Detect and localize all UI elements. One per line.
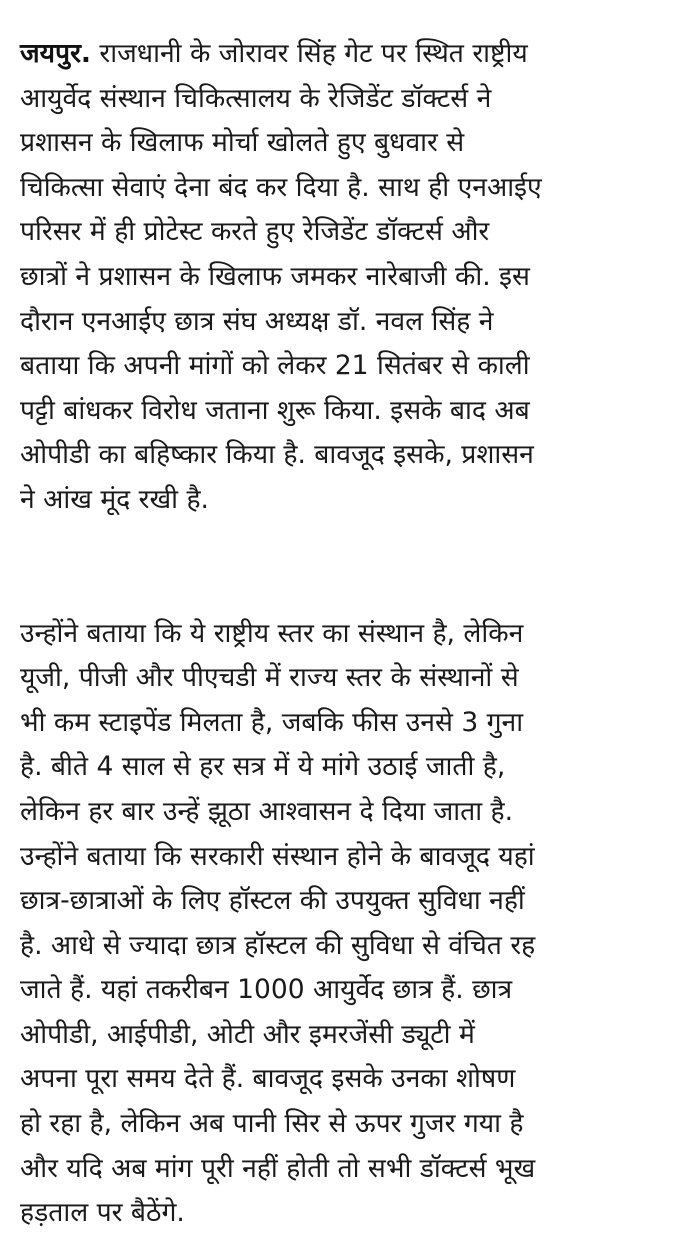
text-line: आयुर्वेद संस्थान चिकित्सालय के रेजिडेंट डॉक्टर्स ने xyxy=(20,82,492,114)
text-line: अपना पूरा समय देते हैं. बावजूद इसके उनका शोषण xyxy=(20,1063,516,1095)
text-line: ओपीडी का बहिष्कार किया है. बावजूद इसके, प्रशासन xyxy=(20,439,534,471)
dateline: जयपुर. xyxy=(20,38,91,69)
text-line: लेकिन हर बार उन्हें झूठा आश्वासन दे दिया जाता है. xyxy=(20,795,514,827)
article-paragraph-2 xyxy=(20,612,675,1236)
text-line: हड़ताल पर बैठेंगे. xyxy=(20,1197,185,1229)
text-line: है. आधे से ज्यादा छात्र हॉस्टल की सुविधा से वंचित रह xyxy=(20,929,536,961)
text-line: परिसर में ही प्रोटेस्ट करते हुए रेजिडेंट डॉक्टर्स और xyxy=(20,216,490,248)
text-line: हो रहा है, लेकिन अब पानी सिर से ऊपर गुजर गया है xyxy=(20,1108,524,1140)
text-line: प्रशासन के खिलाफ मोर्चा खोलते हुए बुधवार से xyxy=(20,127,465,159)
article-paragraph-1 xyxy=(20,32,675,523)
text-line: बताया कि अपनी मांगों को लेकर 21 सितंबर से काली xyxy=(20,350,530,382)
news-article xyxy=(20,32,675,1236)
text-line: पट्टी बांधकर विरोध जताना शुरू किया. इसके बाद अब xyxy=(20,394,530,426)
text-line: और यदि अब मांग पूरी नहीं होती तो सभी डॉक्टर्स भूख xyxy=(20,1152,536,1184)
paragraph-spacer xyxy=(20,523,675,612)
text-line: उन्होंने बताया कि ये राष्ट्रीय स्तर का संस्थान है, लेकिन xyxy=(20,617,524,649)
text-line: यूजी, पीजी और पीएचडी में राज्य स्तर के संस्थानों से xyxy=(20,662,519,694)
text-line: है. बीते 4 साल से हर सत्र में ये मांगे उठाई जाती है, xyxy=(20,751,506,783)
text-line: जाते हैं. यहां तकरीबन 1000 आयुर्वेद छात्र हैं. छात्र xyxy=(20,974,513,1006)
text-line: चिकित्सा सेवाएं देना बंद कर दिया है. साथ ही एनआईए xyxy=(20,171,542,203)
text-line xyxy=(20,32,675,77)
text-line: भी कम स्टाइपेंड मिलता है, जबकि फीस उनसे 3 गुना xyxy=(20,706,524,738)
text-line: दौरान एनआईए छात्र संघ अध्यक्ष डॉ. नवल सिंह ने xyxy=(20,305,494,337)
text-line: छात्रों ने प्रशासन के खिलाफ जमकर नारेबाजी की. इस xyxy=(20,260,530,292)
text-line: ने आंख मूंद रखी है. xyxy=(20,483,209,515)
text-line: उन्होंने बताया कि सरकारी संस्थान होने के बावजूद यहां xyxy=(20,840,535,872)
text-line: छात्र-छात्राओं के लिए हॉस्टल की उपयुक्त सुविधा नहीं xyxy=(20,885,525,917)
text-line-content: राजधानी के जोरावर सिंह गेट पर स्थित राष्ट्रीय xyxy=(91,38,528,69)
text-line: ओपीडी, आईपीडी, ओटी और इमरजेंसी ड्यूटी में xyxy=(20,1018,475,1050)
